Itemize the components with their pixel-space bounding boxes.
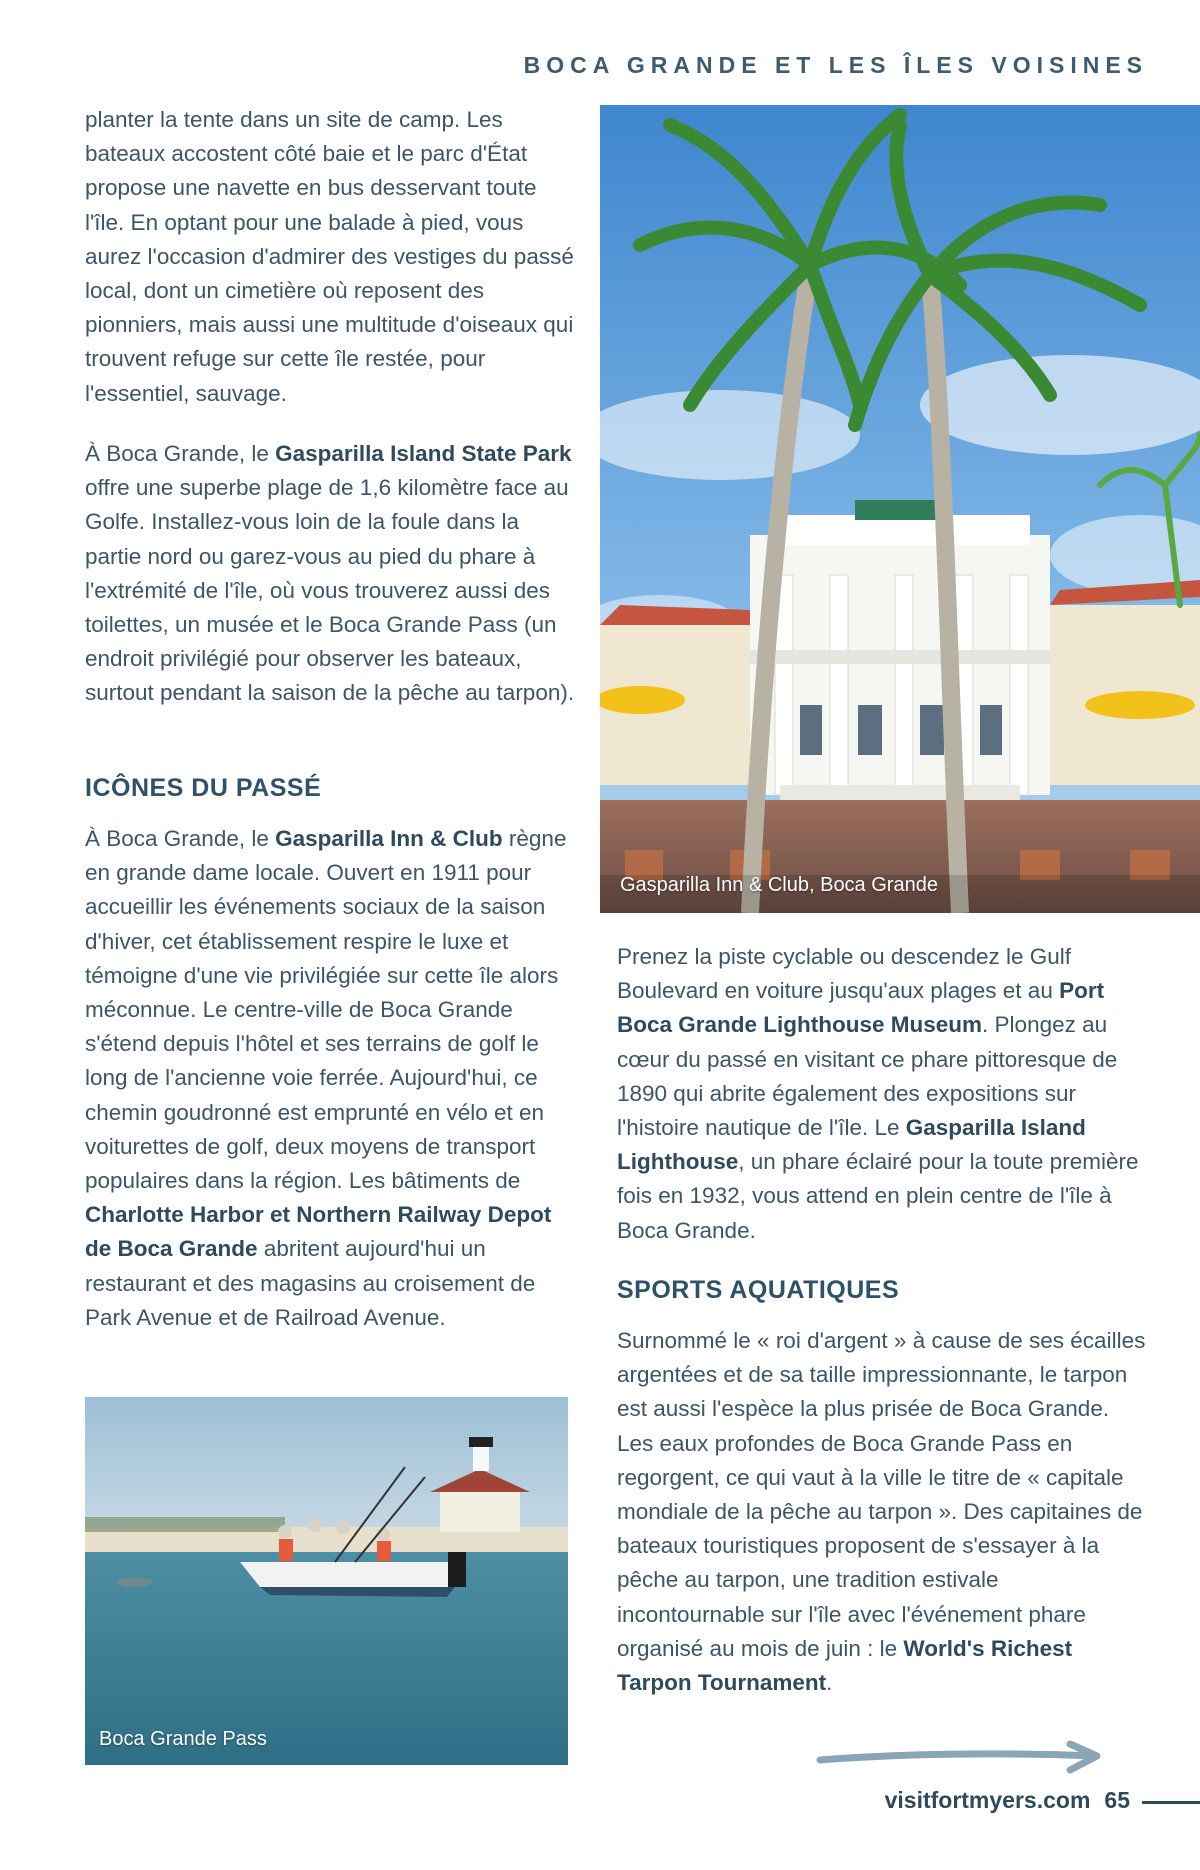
- photo-caption: Boca Grande Pass: [99, 1728, 267, 1750]
- paragraph: À Boca Grande, le Gasparilla Island State Park offre une superbe plage de 1,6 kilomètre face au Golfe. Installez-vous loin de la foule dans la partie nord ou garez-vous au pied du phare à l'extrémité de l'île, où vous trouverez aussi des toilettes, un musée et le Boca Grande Pass (un endroit privilégié pour observer les bateaux, surtout pendant la saison de la pêche au tarpon).: [85, 441, 575, 706]
- place-name: Gasparilla Inn & Club: [275, 826, 503, 851]
- footer-rule: [1142, 1801, 1200, 1804]
- left-column-inn: [85, 822, 575, 1335]
- section-title: BOCA GRANDE ET LES ÎLES VOISINES: [523, 52, 1148, 78]
- place-name: Port Boca Grande Lighthouse Museum: [617, 978, 1105, 1038]
- boat-lighthouse-illustration: [85, 1397, 568, 1765]
- right-column-cycling: [617, 940, 1147, 1248]
- gasparilla-inn-photo: [600, 105, 1200, 913]
- boca-grande-pass-photo: [85, 1397, 568, 1765]
- section-heading: SPORTS AQUATIQUES: [617, 1276, 900, 1304]
- section-heading: ICÔNES DU PASSÉ: [85, 774, 322, 802]
- place-name: Charlotte Harbor et Northern Railway Depot de Boca Grande: [85, 1202, 552, 1262]
- hotel-palms-illustration: [600, 105, 1200, 913]
- event-name: World's Richest Tarpon Tournament: [617, 1635, 1073, 1696]
- place-name: Gasparilla Island State Park: [275, 441, 572, 466]
- website-link[interactable]: visitfortmyers.com: [884, 1787, 1091, 1813]
- right-column-tarpon: [617, 1324, 1147, 1700]
- page-footer: [885, 1787, 1130, 1814]
- paragraph: planter la tente dans un site de camp. Les bateaux accostent côté baie et le parc d'État propose une navette en bus desservant toute l'île. En optant pour une balade à pied, vous aurez l'occasion d'admirer des vestiges du passé local, dont un cimetière où reposent des pionniers, mais aussi une multitude d'oiseaux qui trouvent refuge sur cette île restée, pour l'essentiel, sauvage.: [85, 107, 574, 406]
- photo-caption: Gasparilla Inn & Club, Boca Grande: [620, 874, 938, 896]
- paragraph: Surnommé le « roi d'argent » à cause de ses écailles argentées et de sa taille impressionnante, le tarpon est aussi l'espèce la plus prisée de Boca Grande. Les eaux profondes de Boca Grande Pass en regorgent, ce qui vaut à la ville le titre de « capitale mondiale de la pêche au tarpon ». Des capitaines de bateaux touristiques proposent de s'essayer à la pêche au tarpon, une tradition estivale incontournable sur l'île avec l'événement phare organisé au mois de juin : le World's Richest Tarpon Tournament.: [617, 1328, 1146, 1696]
- paragraph: Prenez la piste cyclable ou descendez le Gulf Boulevard en voiture jusqu'aux plages et au Port Boca Grande Lighthouse Museum. Plongez au cœur du passé en visitant ce phare pittoresque de 1890 qui abrite également des expositions sur l'histoire nautique de l'île. Le Gasparilla Island Lighthouse, un phare éclairé pour la toute première fois en 1932, vous attend en plein centre de l'île à Boca Grande.: [617, 944, 1139, 1243]
- continue-arrow-icon: [815, 1738, 1105, 1778]
- paragraph: À Boca Grande, le Gasparilla Inn & Club règne en grande dame locale. Ouvert en 1911 pour accueillir les événements sociaux de la saison d'hiver, cet établissement respire le luxe et témoigne d'une vie privilégiée sur cette île alors méconnue. Le centre-ville de Boca Grande s'étend depuis l'hôtel et ses terrains de golf le long de l'ancienne voie ferrée. Aujourd'hui, ce chemin goudronné est emprunté en vélo et en voiturettes de golf, deux moyens de transport populaires dans la région. Les bâtiments de Charlotte Harbor et Northern Railway Depot de Boca Grande abritent aujourd'hui un restaurant et des magasins au croisement de Park Avenue et de Railroad Avenue.: [85, 826, 567, 1330]
- page-number: 65: [1104, 1787, 1130, 1813]
- left-column: [85, 103, 575, 411]
- left-column-park: [85, 437, 575, 711]
- place-name: Gasparilla Island Lighthouse: [617, 1115, 1086, 1175]
